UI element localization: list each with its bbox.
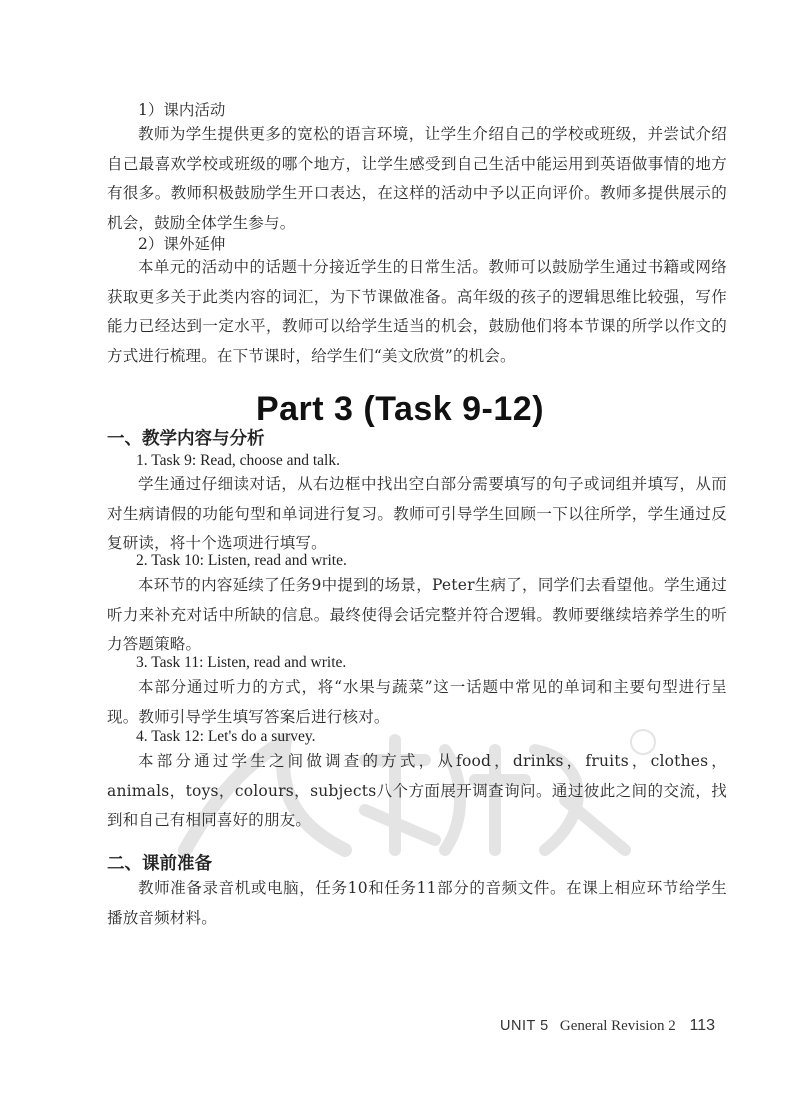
page-footer	[500, 1017, 715, 1035]
task-9-paragraph: 学生通过仔细读对话，从右边框中找出空白部分需要填写的句子或词组并填写，从而对生病请假的功能句型和单词进行复习。教师可引导学生回顾一下以往所学，学生通过反复研读，将十个选项进行填写。	[107, 475, 727, 552]
section-2-label: 2）课外延伸	[138, 235, 226, 253]
section-1-label: 1）课内活动	[138, 101, 226, 119]
preparation-paragraph: 教师准备录音机或电脑，任务10和任务11部分的音频文件。在课上相应环节给学生播放音频材料。	[107, 879, 727, 927]
section-1-paragraph: 教师为学生提供更多的宽松的语言环境，让学生介绍自己的学校或班级，并尝试介绍自己最喜欢学校或班级的哪个地方，让学生感受到自己生活中能运用到英语做事情的地方有很多。教师积极鼓励学生开口表达，在这样的活动中予以正向评价。教师多提供展示的机会，鼓励全体学生参与。	[107, 125, 727, 232]
task-11-paragraph: 本部分通过听力的方式，将“水果与蔬菜”这一话题中常见的单词和主要句型进行呈现。教师引导学生填写答案后进行核对。	[107, 678, 727, 726]
footer-unit-title: General Revision 2	[559, 1018, 676, 1034]
part-title: Part 3 (Task 9-12)	[255, 390, 545, 428]
task-10-heading: 2. Task 10: Listen, read and write.	[136, 552, 347, 569]
task-9-heading: 1. Task 9: Read, choose and talk.	[136, 452, 340, 469]
section-2-paragraph: 本单元的活动中的话题十分接近学生的日常生活。教师可以鼓励学生通过书籍或网络获取更多关于此类内容的词汇，为下节课做准备。高年级的孩子的逻辑思维比较强，写作能力已经达到一定水平，教师可以给学生适当的机会，鼓励他们将本节课的所学以作文的方式进行梳理。在下节课时，给学生们“美文欣赏”的机会。	[107, 258, 727, 365]
page-number: 113	[689, 1017, 715, 1034]
section-heading-preparation: 二、课前准备	[107, 854, 212, 874]
task-10-paragraph: 本环节的内容延续了任务9中提到的场景，Peter生病了，同学们去看望他。学生通过听力来补充对话中所缺的信息。最终使得会话完整并符合逻辑。教师要继续培养学生的听力答题策略。	[107, 576, 727, 653]
section-heading-content-analysis: 一、教学内容与分析	[107, 429, 265, 449]
task-12-paragraph: 本部分通过学生之间做调查的方式，从food，drinks，fruits，clothes，animals，toys，colours，subjects八个方面展开调查询问。通过彼此之间的交流，找到和自己有相同喜好的朋友。	[107, 752, 727, 829]
footer-unit: UNIT 5	[500, 1018, 549, 1034]
task-11-heading: 3. Task 11: Listen, read and write.	[136, 654, 347, 671]
task-12-heading: 4. Task 12: Let's do a survey.	[136, 728, 316, 745]
